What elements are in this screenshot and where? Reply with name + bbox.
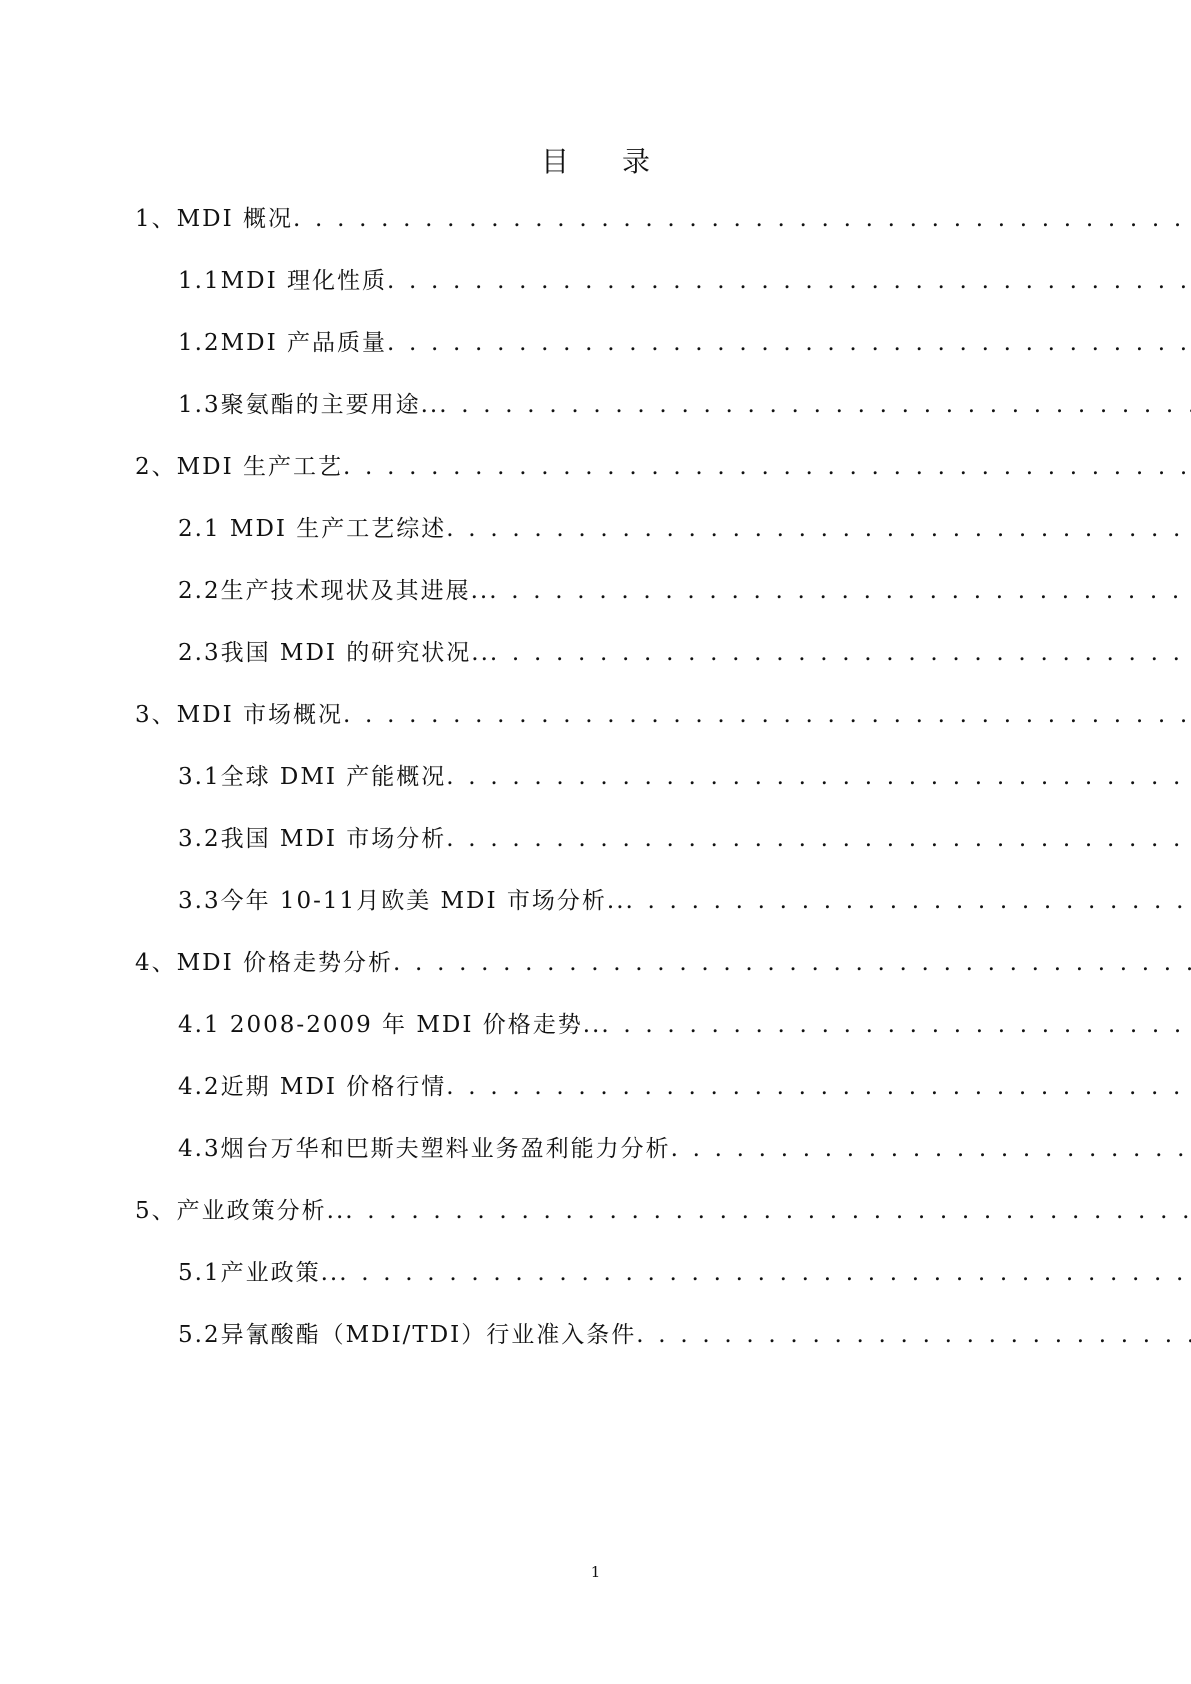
toc-entry-1-1[interactable] bbox=[0, 265, 1191, 327]
toc-entry-4-2[interactable] bbox=[0, 1071, 1191, 1133]
toc-entry-label: 3、MDI 市场概况 bbox=[135, 702, 344, 728]
toc-entry-label: 3.2我国 MDI 市场分析 bbox=[178, 826, 447, 852]
toc-dot-leader bbox=[439, 389, 1191, 421]
toc-dot-leader bbox=[636, 1319, 1191, 1351]
toc-entry-label: 1、MDI 概况 bbox=[135, 206, 294, 232]
toc-entry-4-1[interactable] bbox=[0, 1009, 1191, 1071]
toc-entry-label: 5、产业政策分析.. bbox=[135, 1198, 346, 1224]
toc-entry-2-3[interactable] bbox=[0, 637, 1191, 699]
toc-dot-leader bbox=[393, 947, 1191, 979]
toc-entry-label: 3.3今年 10-11月欧美 MDI 市场分析.. bbox=[178, 888, 626, 914]
toc-entry-3-2[interactable] bbox=[0, 823, 1191, 885]
toc-dot-leader bbox=[343, 699, 1191, 731]
toc-entry-label: 5.2异氰酸酯（MDI/TDI）行业准入条件 bbox=[178, 1322, 637, 1348]
toc-dot-leader bbox=[446, 823, 1191, 855]
toc-entry-label: 1.2MDI 产品质量 bbox=[178, 330, 387, 356]
page-number: 1 bbox=[590, 1563, 601, 1581]
toc-dot-leader bbox=[489, 575, 1191, 607]
toc-list bbox=[0, 203, 1191, 1381]
toc-entry-label: 4、MDI 价格走势分析 bbox=[135, 950, 394, 976]
toc-dot-leader bbox=[339, 1257, 1191, 1289]
toc-entry-5-2[interactable] bbox=[0, 1319, 1191, 1381]
toc-dot-leader bbox=[387, 327, 1191, 359]
toc-dot-leader bbox=[387, 265, 1191, 297]
toc-dot-leader bbox=[490, 637, 1191, 669]
toc-entry-2-1[interactable] bbox=[0, 513, 1191, 575]
toc-entry-5[interactable] bbox=[0, 1195, 1191, 1257]
toc-dot-leader bbox=[671, 1133, 1191, 1165]
toc-dot-leader bbox=[446, 761, 1191, 793]
toc-entry-3-1[interactable] bbox=[0, 761, 1191, 823]
toc-entry-label: 4.3烟台万华和巴斯夫塑料业务盈利能力分析 bbox=[178, 1136, 671, 1162]
toc-dot-leader bbox=[343, 451, 1191, 483]
toc-entry-4[interactable] bbox=[0, 947, 1191, 1009]
toc-dot-leader bbox=[626, 885, 1191, 917]
toc-entry-label: 4.2近期 MDI 价格行情 bbox=[178, 1074, 447, 1100]
toc-entry-label: 4.1 2008-2009 年 MDI 价格走势.. bbox=[178, 1012, 602, 1038]
toc-dot-leader bbox=[601, 1009, 1191, 1041]
toc-entry-1-3[interactable] bbox=[0, 389, 1191, 451]
toc-dot-leader bbox=[345, 1195, 1191, 1227]
toc-entry-3[interactable] bbox=[0, 699, 1191, 761]
toc-dot-leader bbox=[446, 1071, 1191, 1103]
toc-entry-label: 2.3我国 MDI 的研究状况.. bbox=[178, 640, 490, 666]
toc-entry-1-2[interactable] bbox=[0, 327, 1191, 389]
toc-entry-2[interactable] bbox=[0, 451, 1191, 513]
toc-entry-label: 1.1MDI 理化性质 bbox=[178, 268, 387, 294]
toc-entry-1[interactable] bbox=[0, 203, 1191, 265]
toc-entry-label: 2.1 MDI 生产工艺综述 bbox=[178, 516, 447, 542]
toc-entry-2-2[interactable] bbox=[0, 575, 1191, 637]
toc-entry-4-3[interactable] bbox=[0, 1133, 1191, 1195]
toc-entry-label: 1.3聚氨酯的主要用途.. bbox=[178, 392, 440, 418]
toc-entry-label: 2、MDI 生产工艺 bbox=[135, 454, 344, 480]
toc-entry-3-3[interactable] bbox=[0, 885, 1191, 947]
toc-title: 目 录 bbox=[541, 145, 672, 178]
toc-entry-label: 3.1全球 DMI 产能概况 bbox=[178, 764, 447, 790]
toc-entry-label: 5.1产业政策.. bbox=[178, 1260, 340, 1286]
toc-entry-label: 2.2生产技术现状及其进展.. bbox=[178, 578, 490, 604]
toc-entry-5-1[interactable] bbox=[0, 1257, 1191, 1319]
toc-dot-leader bbox=[293, 203, 1191, 235]
toc-dot-leader bbox=[446, 513, 1191, 545]
